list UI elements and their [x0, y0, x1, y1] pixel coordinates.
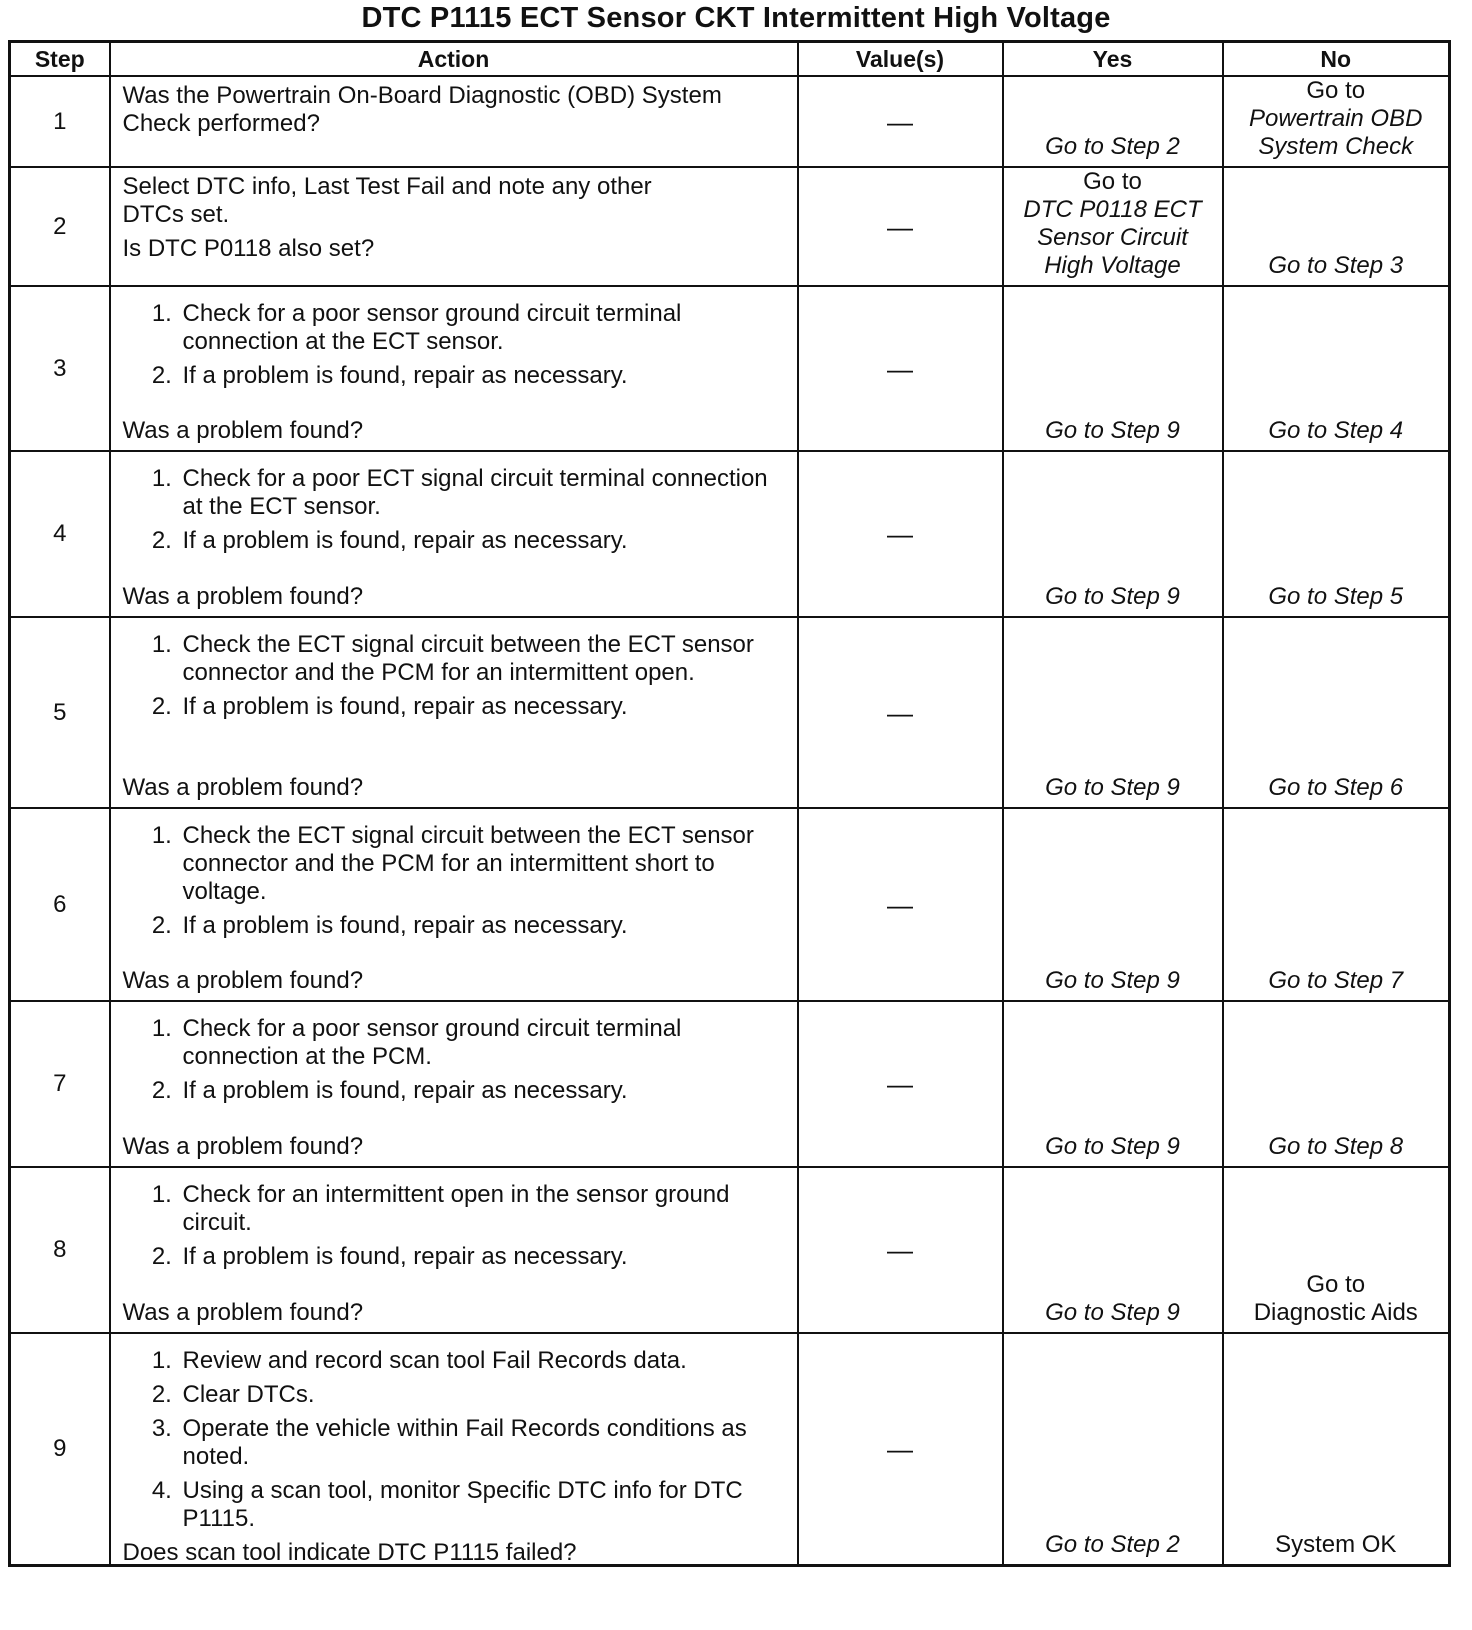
yes-cell[interactable] — [1003, 167, 1223, 286]
table-row — [10, 451, 1450, 617]
header-step: Step — [10, 42, 110, 77]
action-content — [123, 292, 787, 445]
spacer — [123, 727, 787, 774]
yes-goto-link: Go to Step 9 — [1045, 967, 1180, 994]
value-cell: — — [798, 808, 1003, 1001]
action-step-item: 1. Check for a poor sensor ground circuit terminal connection at the PCM. — [179, 1015, 787, 1071]
value-cell: — — [798, 1333, 1003, 1566]
action-step-item: 2. Clear DTCs. — [179, 1381, 787, 1409]
no-goto-text: System OK — [1275, 1531, 1397, 1558]
action-content — [123, 82, 787, 157]
header-no: No — [1223, 42, 1450, 77]
action-content — [123, 814, 787, 995]
no-goto-link: Powertrain OBD — [1249, 105, 1423, 132]
no-cell[interactable] — [1223, 286, 1450, 451]
yes-goto-prefix: Go to — [1083, 168, 1142, 195]
action-step-item: 2. If a problem is found, repair as necessary. — [179, 693, 787, 721]
action-line: Was the Powertrain On-Board Diagnostic (OBD) System — [122, 82, 722, 109]
spacer — [123, 1111, 787, 1133]
action-question: Was a problem found? — [122, 417, 364, 444]
yes-cell[interactable] — [1003, 808, 1223, 1001]
action-content — [123, 457, 787, 611]
action-cell — [110, 808, 798, 1001]
no-goto-link: Go to Step 3 — [1268, 252, 1404, 279]
action-question: Is DTC P0118 also set? — [122, 235, 375, 262]
yes-goto-link: Go to Step 2 — [1045, 133, 1180, 160]
action-step-item: 1. Check for a poor ECT signal circuit terminal connection at the ECT sensor. — [179, 465, 787, 521]
action-steps — [123, 465, 787, 561]
step-number: 2 — [10, 167, 110, 286]
yes-goto-link: Go to Step 9 — [1045, 1299, 1180, 1326]
no-cell[interactable] — [1223, 808, 1450, 1001]
value-cell: — — [798, 76, 1003, 167]
table-row — [10, 167, 1450, 286]
yes-cell[interactable] — [1003, 76, 1223, 167]
value-cell: — — [798, 286, 1003, 451]
diagnostic-table — [8, 40, 1451, 1567]
action-cell — [110, 286, 798, 451]
table-row — [10, 1333, 1450, 1566]
yes-goto-link: Go to Step 9 — [1045, 1133, 1180, 1160]
action-cell — [110, 451, 798, 617]
action-content — [123, 1007, 787, 1161]
step-number: 3 — [10, 286, 110, 451]
value-cell: — — [798, 167, 1003, 286]
action-question: Was a problem found? — [122, 774, 364, 801]
no-goto-link: Go to Step 5 — [1268, 583, 1404, 610]
action-content — [123, 623, 787, 802]
step-number: 5 — [10, 617, 110, 808]
no-goto-link: System Check — [1258, 133, 1414, 160]
action-step-item: 1. Review and record scan tool Fail Records data. — [179, 1347, 787, 1375]
table-row — [10, 617, 1450, 808]
action-cell — [110, 167, 798, 286]
header-action: Action — [110, 42, 798, 77]
spacer — [123, 946, 787, 967]
action-cell — [110, 617, 798, 808]
no-goto-text: Go to — [1306, 1271, 1366, 1298]
action-step-item: 2. If a problem is found, repair as necessary. — [179, 1077, 787, 1105]
yes-cell[interactable] — [1003, 286, 1223, 451]
yes-cell[interactable] — [1003, 617, 1223, 808]
step-number: 9 — [10, 1333, 110, 1566]
action-steps — [123, 1015, 787, 1111]
yes-cell[interactable] — [1003, 1001, 1223, 1167]
action-content — [123, 1173, 787, 1327]
no-cell[interactable] — [1223, 1333, 1450, 1566]
action-cell — [110, 1333, 798, 1566]
value-cell: — — [798, 1001, 1003, 1167]
spacer — [123, 138, 787, 157]
action-steps — [123, 631, 787, 727]
action-question: Was a problem found? — [122, 583, 364, 610]
no-goto-link: Go to Step 7 — [1268, 967, 1404, 994]
no-goto-link: Go to Step 4 — [1268, 417, 1404, 444]
table-row — [10, 1001, 1450, 1167]
table-row — [10, 286, 1450, 451]
yes-goto-link: Go to Step 9 — [1045, 417, 1180, 444]
action-question: Was a problem found? — [122, 1133, 364, 1160]
action-line: Select DTC info, Last Test Fail and note any other — [122, 173, 652, 200]
action-cell — [110, 1001, 798, 1167]
yes-cell[interactable] — [1003, 451, 1223, 617]
page-title: DTC P1115 ECT Sensor CKT Intermittent High Voltage — [361, 2, 1111, 34]
no-cell[interactable] — [1223, 451, 1450, 617]
yes-goto-link: Go to Step 2 — [1045, 1531, 1180, 1558]
no-goto-prefix: Go to — [1306, 77, 1366, 104]
action-step-item: 1. Check for an intermittent open in the sensor ground circuit. — [179, 1181, 787, 1237]
step-number: 1 — [10, 76, 110, 167]
action-step-item: 2. If a problem is found, repair as necessary. — [179, 1243, 787, 1271]
no-goto-link: Go to Step 8 — [1268, 1133, 1404, 1160]
action-steps — [123, 822, 787, 946]
action-text — [123, 82, 787, 138]
action-step-item: 2. If a problem is found, repair as necessary. — [179, 527, 787, 555]
no-goto-link: Go to Step 6 — [1268, 774, 1404, 801]
no-cell[interactable] — [1223, 167, 1450, 286]
action-step-item: 2. If a problem is found, repair as necessary. — [179, 362, 787, 390]
action-step-item: 4. Using a scan tool, monitor Specific DTC info for DTC P1115. — [179, 1477, 787, 1533]
value-cell: — — [798, 451, 1003, 617]
no-cell[interactable] — [1223, 1001, 1450, 1167]
action-line: DTCs set. — [122, 201, 230, 228]
header-values: Value(s) — [798, 42, 1003, 77]
spacer — [123, 561, 787, 583]
action-steps — [123, 1347, 787, 1539]
no-cell[interactable] — [1223, 76, 1450, 167]
action-content — [122, 1339, 787, 1566]
action-line: Check performed? — [122, 110, 320, 137]
action-question: Was a problem found? — [122, 967, 364, 994]
yes-goto-link: Go to Step 9 — [1045, 774, 1180, 801]
table-row — [10, 808, 1450, 1001]
yes-goto-link: DTC P0118 ECT — [1023, 196, 1202, 223]
value-cell: — — [798, 617, 1003, 808]
yes-goto-link: Go to Step 9 — [1045, 583, 1180, 610]
header-yes: Yes — [1003, 42, 1223, 77]
action-step-item: 1. Check the ECT signal circuit between the ECT sensor connector and the PCM for an intermittent open. — [179, 631, 787, 687]
action-step-item: 3. Operate the vehicle within Fail Records conditions as noted. — [179, 1415, 787, 1471]
value-cell: — — [798, 1167, 1003, 1333]
action-question: Was a problem found? — [122, 1299, 364, 1326]
header-row — [10, 42, 1450, 77]
action-step-item: 2. If a problem is found, repair as necessary. — [179, 912, 787, 940]
action-text — [123, 173, 787, 229]
action-question: Does scan tool indicate DTC P1115 failed? — [122, 1539, 577, 1566]
action-step-item: 1. Check the ECT signal circuit between the ECT sensor connector and the PCM for an intermittent short to voltage. — [179, 822, 787, 906]
action-cell — [110, 76, 798, 167]
no-cell[interactable] — [1223, 617, 1450, 808]
table-row — [10, 76, 1450, 167]
no-cell[interactable] — [1223, 1167, 1450, 1333]
yes-goto-link: Sensor Circuit — [1037, 224, 1188, 251]
yes-cell[interactable] — [1003, 1333, 1223, 1566]
step-number: 8 — [10, 1167, 110, 1333]
action-steps — [123, 1181, 787, 1277]
spacer — [123, 396, 787, 417]
yes-goto-link: High Voltage — [1044, 252, 1181, 279]
action-step-item: 1. Check for a poor sensor ground circuit terminal connection at the ECT sensor. — [179, 300, 787, 356]
yes-cell[interactable] — [1003, 1167, 1223, 1333]
no-goto-text: Diagnostic Aids — [1253, 1299, 1418, 1326]
spacer — [123, 1277, 787, 1299]
step-number: 4 — [10, 451, 110, 617]
step-number: 6 — [10, 808, 110, 1001]
action-cell — [110, 1167, 798, 1333]
action-steps — [123, 300, 787, 396]
action-content — [123, 173, 787, 277]
table-row — [10, 1167, 1450, 1333]
step-number: 7 — [10, 1001, 110, 1167]
